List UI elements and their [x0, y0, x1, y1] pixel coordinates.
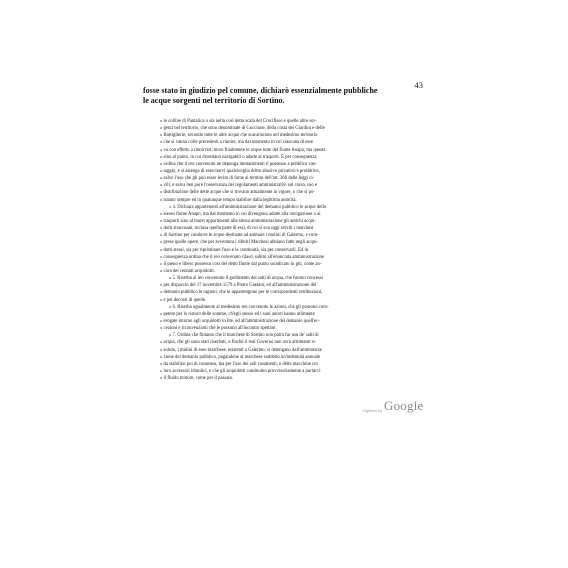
- text-line: » conseguenza ordina che il reo convenuto rilasci subito all'enunciata amministrazione: [160, 254, 324, 260]
- text-line: » stesso fiume Anapo, ma dal momento in cui divengono adatte alla navigazione o ai: [160, 211, 321, 217]
- text-line: » dotti siracusani, inclusa quella parte di essi, di cui si son oggi serviti i marchesi: [160, 226, 314, 232]
- text-line: » demanio pubblico le ragioni, che le appartengono per le corrispondenti retribuzioni,: [160, 290, 323, 296]
- text-line: » genti nel territorio, che sono denominate di Guccione, della costa dei Giardini e delle: [160, 126, 325, 132]
- text-line: » zione del demanio pubblico, pagandone al marchese suddetto un'indennità annuale: [160, 354, 321, 360]
- text-line: » il pieno e libero possesso così del detto fiume dal punto suindicato in giù, come an-: [160, 261, 322, 267]
- text-line: » 6. Riserba ugualmente al medesimo reo convenuto le azioni, che gli possono com-: [169, 304, 329, 310]
- text-line: » prese quelle opere, che per avventura i riferiti Marchesi abbiano fatte negli acqui-: [160, 240, 319, 246]
- google-watermark: Google: [384, 398, 424, 413]
- text-line: » il fluido motore, come per il passato.: [160, 376, 234, 382]
- text-line: » tranno sempre ed in qualunque tempo stabilire dalla legittima autorità.: [160, 197, 297, 203]
- text-line: » vili, e salva ben pure l'osservanza dei regolamenti amministrativi sul corso, uso e: [160, 183, 318, 189]
- text-line: » e pei decorsi di quelle.: [160, 297, 207, 303]
- text-line: » 4. Dichiara appartenenti all'amministrazione del demanio pubblico le acque dello: [169, 204, 327, 210]
- text-line: » acqua, che gli sono stati riserbati, o finchè il real Governo non avrà altrimenti ri-: [160, 340, 317, 346]
- text-line: » dotti stessi, sia per ripristinare l'uso e la continuità, sia per conservarli. Ed in: [160, 247, 309, 253]
- text-line: » soluto, i mulini di esso marchese, esistenti a Galermo, si detengano dall'amministra-: [160, 347, 323, 353]
- text-line: » distribuzione delle dette acque che si trovano attualmente in vigore, o che si po-: [160, 190, 315, 196]
- text-line: » cezioni e riconvenzioni che le possono all'incontro spettare.: [160, 326, 277, 332]
- text-line: » per dispaccio del 17 novembre 1579 a Pietro Gaetani; ed all'amministrazione del: [160, 283, 317, 289]
- text-line: » sino al punto, in cui diventano navigabili o adatte ai trasporti. E per conseguenza: [160, 154, 317, 160]
- text-line: » taggio, e si astenga di esercitarvi qualsivoglia dritto abusivo privativo e proibitivo,: [160, 168, 320, 174]
- text-line: » che si vanno colle precedenti a riunire, ma dal momento in cui ciascuna di esse: [160, 140, 314, 146]
- text-line: » loro accessori idraulici, e che gli acquidotti continuino provvisoriamente a portarvi: [160, 368, 321, 374]
- text-line: » petere per lo ristoro delle somme, ch'egli stesso ed i suoi autori hanno utilmente: [160, 311, 315, 317]
- body-text: [160, 118, 427, 382]
- text-line: » va con effetto a riunirvisi; terzo finalmente le acque tutte del fiume Anapo, ma questa: [160, 147, 326, 153]
- text-line: » salvo l'uso che gli può esser lecito di farne ai termini dell'art. 366 delle leggi ci-: [160, 176, 315, 182]
- heading-line: fosse stato in giudizio pel comune, dichiarò essenzialmente pubbliche: [143, 86, 378, 95]
- text-line: » da stabilirsi poi di consenso, ma per l'uso dei soli casamenti, e delle macchine cui: [160, 361, 318, 367]
- text-line: » trasporti sino al mare; appartenenti alla stessa amministrazione gli antichi acqui-: [160, 218, 316, 224]
- text-line: » erogate intorno agli acquidotti in lite, ed all'amministrazione del demanio quell'ec-: [160, 318, 320, 324]
- text-line: » ordina che il reo convenuto ne deponga immantinenti il possesso a pubblico van-: [160, 161, 317, 167]
- digitized-by-text: Digitized by: [362, 409, 382, 413]
- section-heading: [143, 86, 443, 106]
- text-line: » Bottiglierie; secondo tutte le altre acque che scaturiscono nel medesimo territorio: [160, 133, 318, 139]
- text-line: » cora dei cennati acquidotti.: [160, 268, 215, 274]
- heading-line: le acque sorgenti nel territorio di Sortino.: [143, 96, 285, 105]
- text-line: » di Sortino per condurre le acque destinate ad animare i mulini di Galermo, e com-: [160, 233, 319, 239]
- text-line: » 7. Ordina che fintanto che il marchese di Sortino non potrà far uso de' salti di: [169, 333, 319, 339]
- text-line: » 5. Riserba al reo convenuto il godimento dei salti di acqua, che furono concessi: [169, 276, 323, 282]
- page-number: 43: [414, 80, 423, 90]
- text-line: » le colline di Pantalica o sia nella così detta scala del Crocifisso e quelle altre sor-: [160, 119, 317, 124]
